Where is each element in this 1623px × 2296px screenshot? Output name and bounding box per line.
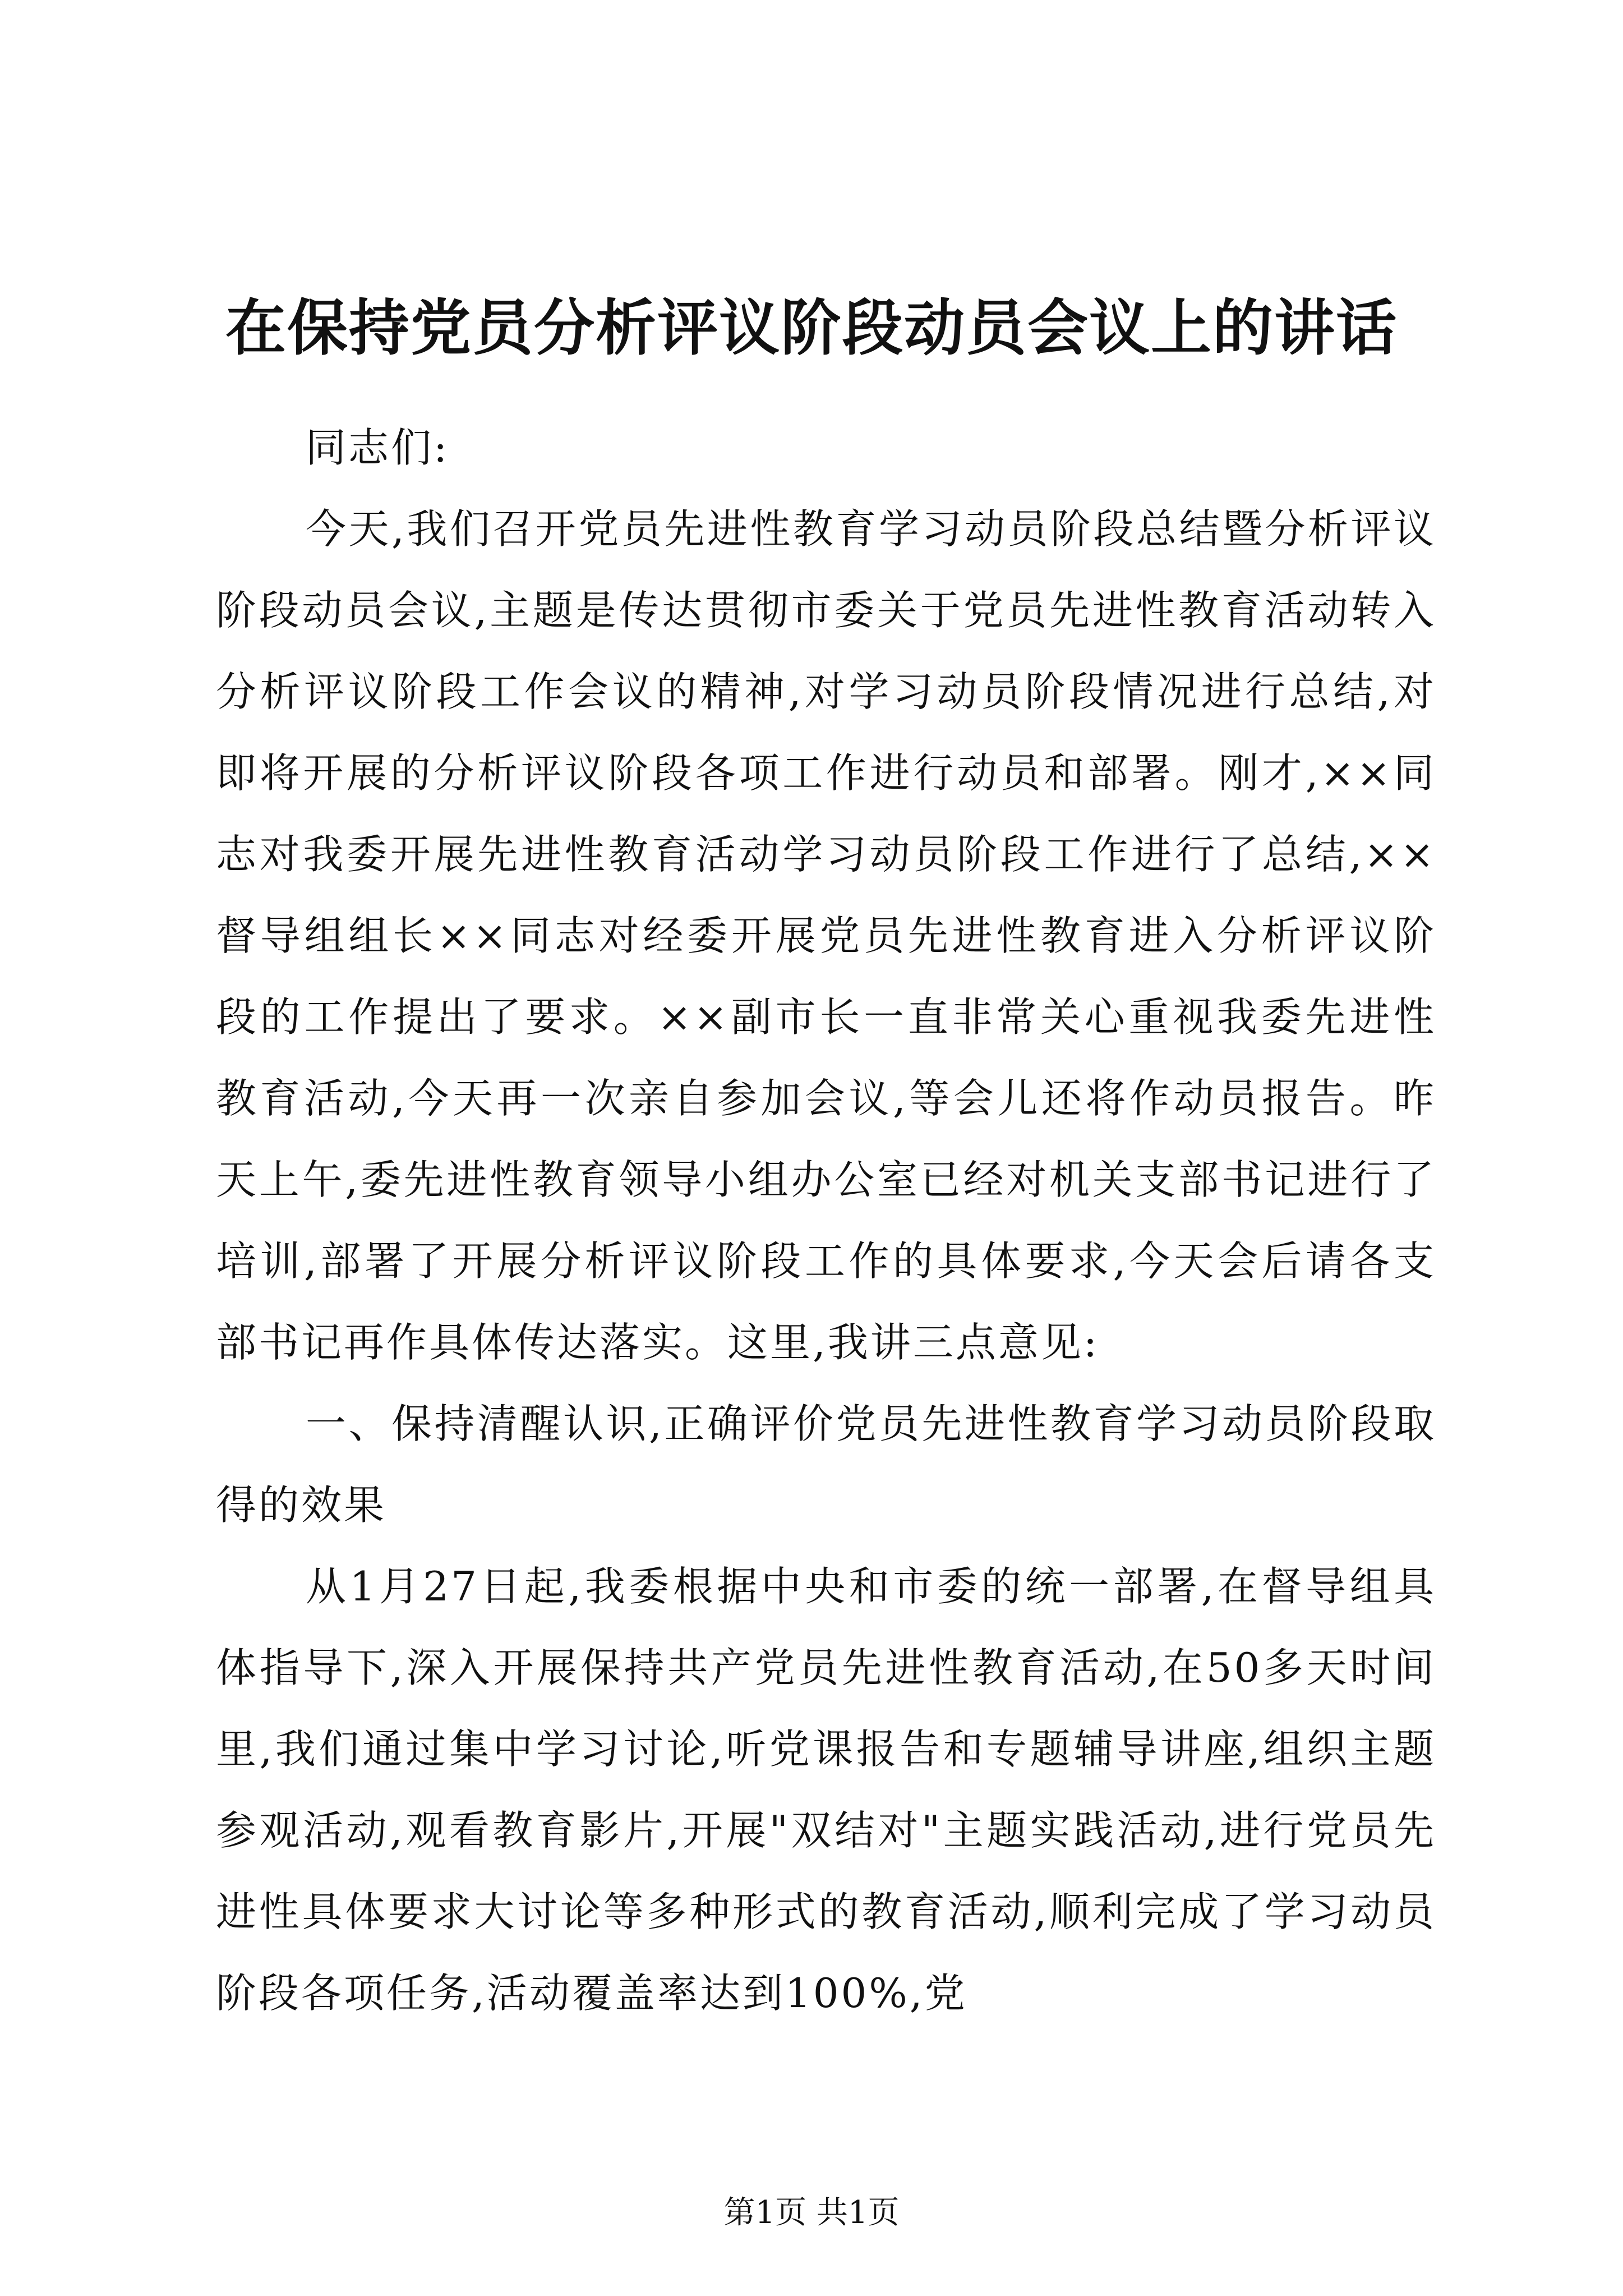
document-body bbox=[216, 407, 1436, 2034]
document-title: 在保持党员分析评议阶段动员会议上的讲话 bbox=[225, 293, 1398, 364]
section-heading-1: 一、保持清醒认识,正确评价党员先进性教育学习动员阶段取得的效果 bbox=[216, 1400, 1436, 1529]
salutation: 同志们: bbox=[306, 424, 450, 471]
paragraph-intro: 今天,我们召开党员先进性教育学习动员阶段总结暨分析评议阶段动员会议,主题是传达贯彻市委关于党员先进性教育活动转入分析评议阶段工作会议的精神,对学习动员阶段情况进行总结,对即将开展的分析评议阶段各项工作进行动员和部署。刚才,××同志对我委开展先进性教育活动学习动员阶段工作进行了总结,××督导组组长××同志对经委开展党员先进性教育进入分析评议阶段的工作提出了要求。××副市长一直非常关心重视我委先进性教育活动,今天再一次亲自参加会议,等会儿还将作动员报告。昨天上午,委先进性教育领导小组办公室已经对机关支部书记进行了培训,部署了开展分析评议阶段工作的具体要求,今天会后请各支部书记再作具体传达落实。这里,我讲三点意见: bbox=[216, 505, 1436, 1366]
paragraph-section-1: 从1月27日起,我委根据中央和市委的统一部署,在督导组具体指导下,深入开展保持共产党员先进性教育活动,在50多天时间里,我们通过集中学习讨论,听党课报告和专题辅导讲座,组织主题参观活动,观看教育影片,开展"双结对"主题实践活动,进行党员先进性具体要求大讨论等多种形式的教育活动,顺利完成了学习动员阶段各项任务,活动覆盖率达到100%,党 bbox=[216, 1563, 1436, 2017]
page-footer: 第1页 共1页 bbox=[723, 2194, 900, 2231]
